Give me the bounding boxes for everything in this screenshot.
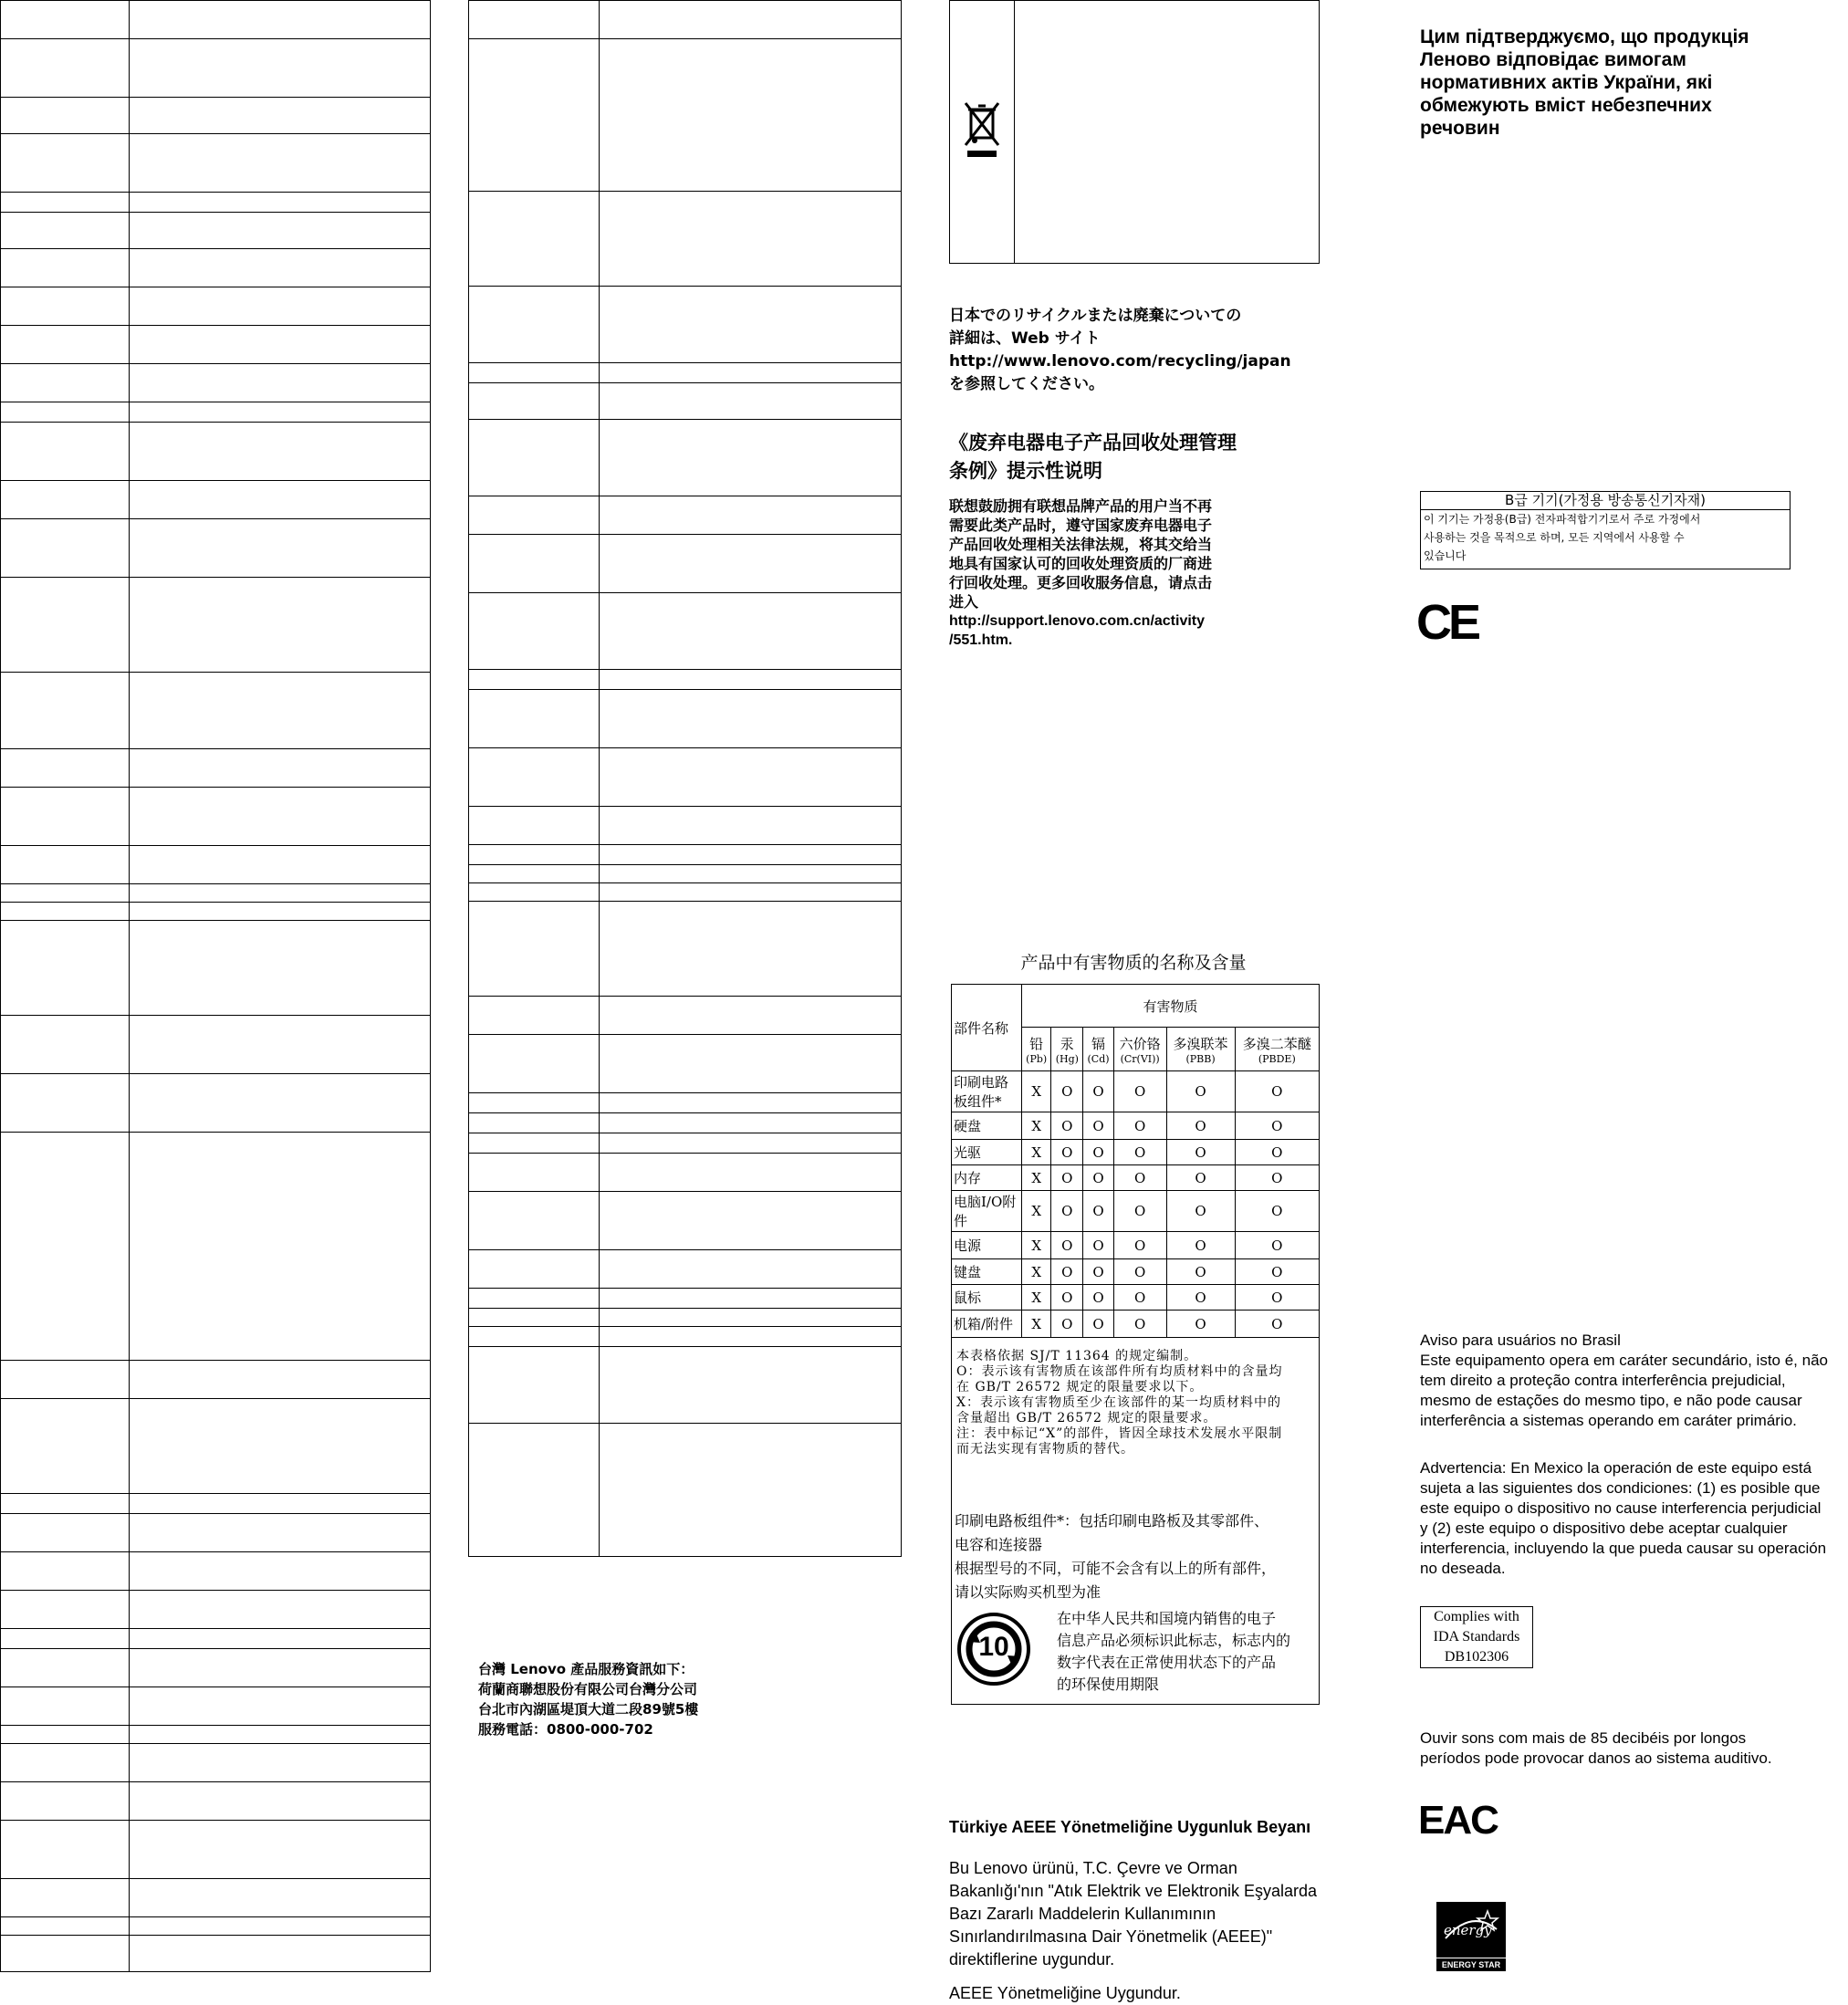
- substance-value: O: [1113, 1071, 1166, 1112]
- substance-value: O: [1051, 1232, 1083, 1259]
- substance-value: O: [1166, 1191, 1235, 1232]
- hazard-row: [952, 1311, 1320, 1338]
- hazard-note: O：表示该有害物质在该部件所有均质材料中的含量均在 GB/T 26572 规定的限量要求以下。: [956, 1364, 1283, 1394]
- crossed-out-wheelie-bin-icon: [962, 99, 1002, 160]
- substance-value: X: [1022, 1112, 1051, 1140]
- grid-row: [469, 363, 902, 383]
- part-name: 内存: [952, 1165, 1022, 1191]
- substance-value: O: [1235, 1191, 1319, 1232]
- epup-line: 在中华人民共和国境内销售的电子: [1057, 1610, 1277, 1627]
- part-name: 机箱/附件: [952, 1311, 1022, 1338]
- taiwan-line: 台北市內湖區堤頂大道二段89號5樓: [478, 1701, 699, 1718]
- grid-row: [1, 1726, 431, 1744]
- grid-row: [469, 845, 902, 865]
- hazard-note: 注：表中标记“X”的部件，皆因全球技术发展水平限制而无法实现有害物质的替代。: [956, 1426, 1283, 1457]
- part-name: 键盘: [952, 1259, 1022, 1285]
- grid-row: [1, 788, 431, 846]
- grid-row: [469, 1289, 902, 1309]
- part-name: 电脑I/O附件: [952, 1191, 1022, 1232]
- turkey-line: Bakanlığı'nın "Atık Elektrik ve Elektronik Eşyalarda: [949, 1882, 1318, 1900]
- grid-row: [469, 997, 902, 1035]
- mexico-line: y (2) este equipo o dispositivo debe aceptar cualquier: [1420, 1519, 1788, 1537]
- substance-value: O: [1083, 1140, 1114, 1165]
- grid-row: [1, 1016, 431, 1074]
- substance-value: X: [1022, 1259, 1051, 1285]
- grid-row: [469, 496, 902, 535]
- hearing-line: Ouvir sons com mais de 85 decibéis por longos: [1420, 1729, 1747, 1747]
- china-weee-line: 产品回收处理相关法律法规，将其交给当: [949, 536, 1213, 553]
- substance-value: O: [1166, 1140, 1235, 1165]
- hazard-note: 本表格依据 SJ/T 11364 的规定编制。: [956, 1349, 1198, 1363]
- hearing-line: períodos pode provocar danos ao sistema auditivo.: [1420, 1749, 1772, 1767]
- japan-recycling-notice: [949, 305, 1332, 396]
- substance-value: O: [1235, 1285, 1319, 1311]
- mexico-line: sujeta a las siguientes dos condiciones: (1) es posible que: [1420, 1479, 1821, 1497]
- weee-table: [949, 0, 1320, 264]
- substance-value: O: [1166, 1071, 1235, 1112]
- pcb-note-line: 印刷电路板组件*：包括印刷电路板及其零部件、: [955, 1512, 1269, 1530]
- part-name: 电源: [952, 1232, 1022, 1259]
- substance-value: O: [1051, 1191, 1083, 1232]
- grid-row: [469, 1347, 902, 1424]
- substance-value: O: [1083, 1232, 1114, 1259]
- substance-value: O: [1235, 1071, 1319, 1112]
- ukraine-line: обмежують вміст небезпечних: [1420, 95, 1712, 116]
- korea-title: B급 기기(가정용 방송통신기자재): [1421, 492, 1790, 510]
- grid-row: [1, 1821, 431, 1879]
- grid-row: [469, 1309, 902, 1327]
- turkey-title: Türkiye AEEE Yönetmeliğine Uygunluk Beyanı: [949, 1818, 1311, 1836]
- substance-value: X: [1022, 1071, 1051, 1112]
- substance-value: X: [1022, 1285, 1051, 1311]
- part-name: 印刷电路板组件*: [952, 1071, 1022, 1112]
- substance-column-header: [1235, 1028, 1319, 1071]
- substance-value: O: [1166, 1232, 1235, 1259]
- hazard-row: [952, 1259, 1320, 1285]
- taiwan-line: 台灣 Lenovo 產品服務資訊如下：: [478, 1661, 694, 1677]
- grid-row: [1, 364, 431, 402]
- ce-mark: CE: [1416, 595, 1478, 650]
- grid-row: [1, 481, 431, 519]
- china-weee-title-1: 《废弃电器电子产品回收处理管理: [949, 432, 1237, 454]
- japan-url: http://www.lenovo.com/recycling/japan: [949, 352, 1291, 371]
- grid-row: [1, 402, 431, 423]
- substance-symbol: (Pb): [1026, 1052, 1048, 1065]
- ukraine-line: Леново відповідає вимогам: [1420, 49, 1686, 70]
- hazard-row: [952, 1165, 1320, 1191]
- brazil-line: mesmo de estações do mesmo tipo, e não pode causar: [1420, 1392, 1802, 1409]
- substance-value: O: [1166, 1311, 1235, 1338]
- grid-row: [1, 1629, 431, 1649]
- china-weee-body: [949, 496, 1342, 650]
- grid-row: [1, 1074, 431, 1133]
- blank-grid-table-2: [468, 0, 902, 1557]
- grid-row: [1, 921, 431, 1016]
- china-weee-line: 地具有国家认可的回收处理资质的厂商进: [949, 555, 1213, 572]
- korea-body: [1421, 510, 1790, 565]
- substance-value: O: [1083, 1071, 1114, 1112]
- hazard-note: X：表示该有害物质至少在该部件的某一均质材料中的含量超出 GB/T 26572 规定的限量要求。: [956, 1395, 1281, 1425]
- substance-value: O: [1051, 1071, 1083, 1112]
- ukraine-line: Цим підтверджуємо, що продукція: [1420, 26, 1749, 47]
- substance-name: 汞: [1060, 1035, 1074, 1052]
- grid-row: [1, 134, 431, 193]
- substance-value: O: [1083, 1165, 1114, 1191]
- substance-value: O: [1083, 1285, 1114, 1311]
- grid-row: [469, 420, 902, 496]
- grid-row: [1, 1879, 431, 1917]
- substance-value: O: [1051, 1165, 1083, 1191]
- hazard-notes: [956, 1349, 1294, 1457]
- china-weee-line: 联想鼓励拥有联想品牌产品的用户当不再: [949, 497, 1213, 515]
- substance-symbol: (PBB): [1185, 1052, 1216, 1065]
- grid-row: [469, 902, 902, 997]
- grid-row: [469, 1154, 902, 1192]
- brazil-notice: [1420, 1331, 1848, 1431]
- hazard-row: [952, 1232, 1320, 1259]
- grid-row: [1, 1649, 431, 1687]
- grid-row: [469, 883, 902, 902]
- grid-row: [1, 1133, 431, 1361]
- grid-row: [469, 287, 902, 363]
- china-weee-line: 需要此类产品时，遵守国家废弃电器电子: [949, 517, 1213, 534]
- grid-row: [469, 1035, 902, 1093]
- pcb-note-line: 请以实际购买机型为准: [955, 1583, 1101, 1601]
- japan-line-1: 日本でのリサイクルまたは廃棄についての: [949, 307, 1242, 325]
- grid-row: [1, 673, 431, 749]
- grid-row: [1, 423, 431, 481]
- turkey-line: Sınırlandırılmasına Dair Yönetmelik (AEEE)": [949, 1927, 1273, 1946]
- substance-name: 镉: [1091, 1035, 1106, 1052]
- hazard-table-title: 产品中有害物质的名称及含量: [1020, 953, 1247, 973]
- epup-text: [1057, 1608, 1321, 1696]
- part-name: 光驱: [952, 1140, 1022, 1165]
- epup-line: 信息产品必须标识此标志，标志内的: [1057, 1632, 1291, 1649]
- substance-symbol: (Hg): [1055, 1052, 1079, 1065]
- grid-row: [1, 1361, 431, 1399]
- substance-name: 铅: [1029, 1035, 1044, 1052]
- substance-value: X: [1022, 1165, 1051, 1191]
- brazil-line: interferência a sistemas operando em caráter primário.: [1420, 1412, 1797, 1429]
- part-name: 鼠标: [952, 1285, 1022, 1311]
- grid-row: [469, 39, 902, 192]
- grid-row: [1, 39, 431, 98]
- grid-row: [469, 1250, 902, 1289]
- grid-row: [469, 1133, 902, 1154]
- grid-row: [1, 1399, 431, 1494]
- substance-name: 六价铬: [1119, 1035, 1161, 1052]
- substance-value: O: [1051, 1140, 1083, 1165]
- grid-row: [1, 326, 431, 364]
- substance-column-header: [1051, 1028, 1083, 1071]
- substance-value: O: [1083, 1191, 1114, 1232]
- grid-row: [1, 578, 431, 673]
- grid-row: [1, 1917, 431, 1936]
- ida-compliance-box: [1420, 1606, 1533, 1668]
- epup-line: 的环保使用期限: [1057, 1676, 1160, 1693]
- hazard-row: [952, 1071, 1320, 1112]
- grid-row: [469, 1327, 902, 1347]
- substance-symbol: (Cr(VI)): [1120, 1052, 1160, 1065]
- hazard-row: [952, 1285, 1320, 1311]
- substance-name: 多溴二苯醚: [1242, 1035, 1311, 1052]
- ukraine-line: речовин: [1420, 118, 1500, 139]
- substance-value: O: [1083, 1311, 1114, 1338]
- energy-star-label: ENERGY STAR: [1436, 1958, 1506, 1969]
- substance-value: X: [1022, 1140, 1051, 1165]
- substance-value: O: [1235, 1140, 1319, 1165]
- grid-row: [469, 690, 902, 748]
- substance-value: O: [1166, 1285, 1235, 1311]
- taiwan-line: 荷蘭商聯想股份有限公司台灣分公司: [478, 1681, 698, 1697]
- grid-row: [469, 383, 902, 420]
- mexico-notice: [1420, 1458, 1848, 1579]
- substance-value: O: [1113, 1232, 1166, 1259]
- substance-value: O: [1083, 1259, 1114, 1285]
- mexico-line: este equipo o dispositivo no cause interferencia perjudicial: [1420, 1499, 1822, 1517]
- epup-logo: [956, 1612, 1031, 1686]
- korea-line: 사용하는 것을 목적으로 하며, 모든 지역에서 사용할 수: [1424, 531, 1685, 544]
- substance-value: O: [1051, 1112, 1083, 1140]
- grid-row: [469, 748, 902, 807]
- epup-years: 10: [978, 1632, 1009, 1662]
- grid-row: [1, 903, 431, 921]
- turkey-body: [949, 1857, 1351, 1971]
- grid-row: [1, 1591, 431, 1629]
- substance-value: O: [1113, 1311, 1166, 1338]
- brazil-title: Aviso para usuários no Brasil: [1420, 1331, 1621, 1349]
- substance-value: X: [1022, 1191, 1051, 1232]
- grid-row: [469, 535, 902, 593]
- turkey-notice: [949, 1816, 1351, 2005]
- grid-row: [469, 807, 902, 845]
- brazil-line: tem direito a proteção contra interferência prejudicial,: [1420, 1372, 1786, 1389]
- japan-line-2: 詳細は、Web サイト: [949, 329, 1101, 348]
- grid-row: [1, 98, 431, 134]
- substance-value: O: [1113, 1191, 1166, 1232]
- substance-column-header: [1113, 1028, 1166, 1071]
- substance-value: O: [1113, 1165, 1166, 1191]
- ida-line: Complies with: [1434, 1609, 1519, 1624]
- substance-value: O: [1235, 1165, 1319, 1191]
- grid-row: [1, 519, 431, 578]
- grid-row: [469, 670, 902, 690]
- hazard-row: [952, 1140, 1320, 1165]
- turkey-line: direktiflerine uygundur.: [949, 1950, 1115, 1968]
- grid-row: [469, 1, 902, 39]
- substance-value: O: [1113, 1112, 1166, 1140]
- mexico-line: no deseada.: [1420, 1560, 1506, 1577]
- turkey-line: Bu Lenovo ürünü, T.C. Çevre ve Orman: [949, 1859, 1237, 1877]
- taiwan-service-info: [478, 1659, 861, 1739]
- korea-line: 이 기기는 가정용(B급) 전자파적합기기로서 주로 가정에서: [1424, 513, 1701, 526]
- ida-line: IDA Standards: [1433, 1629, 1520, 1645]
- china-weee-url-2: /551.htm.: [949, 632, 1013, 648]
- hazardous-substances-table: [951, 984, 1320, 1338]
- grid-row: [469, 1424, 902, 1557]
- substance-value: O: [1051, 1311, 1083, 1338]
- substance-value: O: [1051, 1285, 1083, 1311]
- grid-row: [1, 1, 431, 39]
- grid-row: [1, 193, 431, 213]
- grid-row: [469, 593, 902, 670]
- ukraine-line: нормативних актів України, які: [1420, 72, 1713, 93]
- ida-line: DB102306: [1444, 1649, 1509, 1665]
- substance-value: O: [1166, 1112, 1235, 1140]
- substance-value: O: [1235, 1232, 1319, 1259]
- grid-row: [469, 865, 902, 883]
- eac-mark: EAC: [1418, 1798, 1498, 1843]
- china-weee-url: http://support.lenovo.com.cn/activity: [949, 613, 1206, 629]
- grid-row: [469, 1093, 902, 1113]
- hazard-row: [952, 1191, 1320, 1232]
- substance-column-header: [1166, 1028, 1235, 1071]
- substance-header: 有害物质: [1022, 985, 1320, 1028]
- pcb-note: [955, 1509, 1320, 1604]
- china-weee-line: 进入: [949, 593, 979, 611]
- china-weee-notice: [949, 429, 1342, 650]
- grid-row: [1, 1782, 431, 1821]
- energy-star-logo: [1436, 1902, 1506, 1971]
- substance-value: O: [1083, 1112, 1114, 1140]
- hearing-warning: [1420, 1728, 1848, 1769]
- korea-line: 있습니다: [1424, 549, 1467, 562]
- turkey-line: Bazı Zararlı Maddelerin Kullanımının: [949, 1905, 1216, 1923]
- ukraine-notice: [1420, 26, 1840, 140]
- epup-line: 数字代表在正常使用状态下的产品: [1057, 1654, 1277, 1671]
- substance-value: O: [1166, 1165, 1235, 1191]
- substance-symbol: (PBDE): [1258, 1052, 1296, 1065]
- substance-value: O: [1051, 1259, 1083, 1285]
- pcb-note-line: 电容和连接器: [955, 1536, 1043, 1553]
- substance-value: O: [1113, 1259, 1166, 1285]
- grid-row: [1, 1514, 431, 1552]
- mexico-line: Advertencia: En Mexico la operación de este equipo está: [1420, 1459, 1812, 1477]
- turkey-footer: AEEE Yönetmeliğine Uygundur.: [949, 1984, 1181, 2002]
- grid-row: [1, 1744, 431, 1782]
- substance-column-header: [1022, 1028, 1051, 1071]
- china-weee-title-2: 条例》提示性说明: [949, 460, 1102, 482]
- substance-value: O: [1113, 1285, 1166, 1311]
- mexico-line: interferencia, incluyendo la que pueda causar su operación: [1420, 1540, 1827, 1557]
- energy-star-script: energy: [1444, 1922, 1492, 1938]
- substance-value: O: [1235, 1259, 1319, 1285]
- grid-row: [469, 192, 902, 287]
- grid-row: [1, 1494, 431, 1514]
- japan-line-4: を参照してください。: [949, 375, 1104, 393]
- korea-class-b-notice: [1420, 491, 1791, 569]
- substance-value: O: [1166, 1259, 1235, 1285]
- grid-row: [1, 1552, 431, 1591]
- substance-value: X: [1022, 1311, 1051, 1338]
- china-weee-line: 行回收处理。更多回收服务信息，请点击: [949, 574, 1213, 591]
- grid-row: [469, 1113, 902, 1133]
- blank-grid-table-1: [0, 0, 431, 1972]
- brazil-body: [1420, 1351, 1848, 1431]
- grid-row: [469, 1192, 902, 1250]
- brazil-line: Este equipamento opera em caráter secundário, isto é, não: [1420, 1352, 1828, 1369]
- part-name: 硬盘: [952, 1112, 1022, 1140]
- grid-row: [1, 1936, 431, 1972]
- substance-value: X: [1022, 1232, 1051, 1259]
- grid-row: [1, 249, 431, 287]
- grid-row: [1, 213, 431, 249]
- grid-row: [1, 287, 431, 326]
- substance-value: O: [1235, 1311, 1319, 1338]
- substance-value: O: [1113, 1140, 1166, 1165]
- hazard-row: [952, 1112, 1320, 1140]
- pcb-note-line: 根据型号的不同，可能不会含有以上的所有部件，: [955, 1560, 1277, 1577]
- substance-name: 多溴联苯: [1173, 1035, 1228, 1052]
- part-name-header: 部件名称: [952, 985, 1022, 1071]
- grid-row: [1, 884, 431, 903]
- grid-row: [1, 846, 431, 884]
- substance-symbol: (Cd): [1087, 1052, 1110, 1065]
- taiwan-line: 服務電話：0800-000-702: [478, 1721, 653, 1738]
- grid-row: [1, 749, 431, 788]
- grid-row: [1, 1687, 431, 1726]
- substance-column-header: [1083, 1028, 1114, 1071]
- substance-value: O: [1235, 1112, 1319, 1140]
